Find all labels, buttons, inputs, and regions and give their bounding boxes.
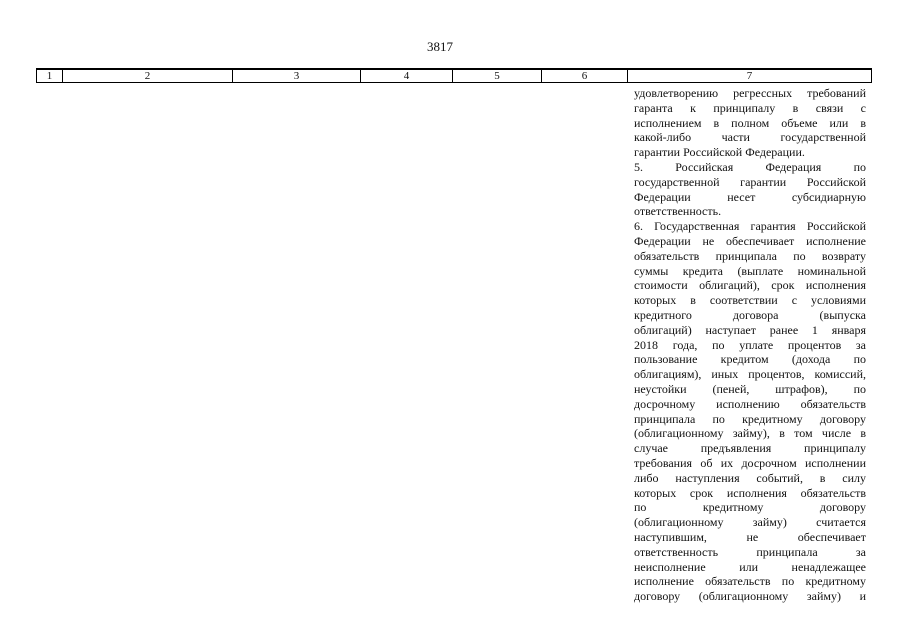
text-line: удовлетворению регрессных требований xyxy=(634,86,866,100)
text-line: 6. Государственная гарантия Российской xyxy=(634,219,866,234)
table-header-cell-3: 3 xyxy=(233,70,361,82)
text-line: ответственность. xyxy=(634,204,722,219)
page-number: 3817 xyxy=(427,39,453,54)
table-header-cell-6: 6 xyxy=(542,70,628,82)
text-line: облигаций) наступает ранее 1 января xyxy=(634,322,866,337)
text-line: требования об их досрочном исполнении xyxy=(634,455,866,470)
text-line: наступившим, не обеспечивает xyxy=(634,529,866,544)
text-line: (облигационному займу) считается xyxy=(634,515,866,530)
text-line: Федерации несет субсидиарную xyxy=(634,189,866,204)
text-line: договору (облигационному займу) и xyxy=(634,589,866,604)
table-header-cell-4: 4 xyxy=(361,70,453,82)
text-line: облигациям), иных процентов, комиссий, xyxy=(634,367,866,382)
text-line: (облигационному займу), в том числе в xyxy=(634,426,866,441)
paragraph xyxy=(634,86,866,160)
text-line: Федерации не обеспечивает исполнение xyxy=(634,233,866,248)
text-line: пользование кредитом (дохода по xyxy=(634,352,866,367)
text-line: стоимости облигаций), срок исполнения xyxy=(634,278,866,293)
text-line: неустойки (пеней, штрафов), по xyxy=(634,381,866,396)
table-header-cell-5: 5 xyxy=(453,70,542,82)
text-line: исполнение обязательств по кредитному xyxy=(634,574,866,589)
text-line: какой-либо части государственной xyxy=(634,130,866,145)
text-line: которых в соответствии с условиями xyxy=(634,293,866,308)
table-header-cell-1: 1 xyxy=(37,70,63,82)
column-7-text xyxy=(634,86,866,604)
text-line: неисполнение или ненадлежащее xyxy=(634,559,866,574)
text-line: случае предъявления принципалу xyxy=(634,441,866,456)
paragraph xyxy=(634,160,866,219)
text-line: принципала по кредитному договору xyxy=(634,411,866,426)
text-line: гаранта к принципалу в связи с xyxy=(634,100,866,115)
text-line: 2018 года, по уплате процентов за xyxy=(634,337,866,352)
text-line: суммы кредита (выплате номинальной xyxy=(634,263,866,278)
text-line: досрочному исполнению обязательств xyxy=(634,396,866,411)
table-header-cell-2: 2 xyxy=(63,70,233,82)
text-line: по кредитному договору xyxy=(634,500,866,515)
text-line: гарантии Российской Федерации. xyxy=(634,145,805,160)
text-line: которых срок исполнения обязательств xyxy=(634,485,866,500)
table-header-cell-7: 7 xyxy=(746,70,753,82)
text-line: 5. Российская Федерация по xyxy=(634,159,866,174)
text-line: обязательств принципала по возврату xyxy=(634,248,866,263)
text-line: кредитного договора (выпуска xyxy=(634,307,866,322)
paragraph xyxy=(634,219,866,604)
text-line: исполнением в полном объеме или в xyxy=(634,115,866,130)
text-line: государственной гарантии Российской xyxy=(634,174,866,189)
text-line: либо наступления событий, в силу xyxy=(634,470,866,485)
table-header-row xyxy=(36,68,872,83)
text-line: ответственность принципала за xyxy=(634,544,866,559)
